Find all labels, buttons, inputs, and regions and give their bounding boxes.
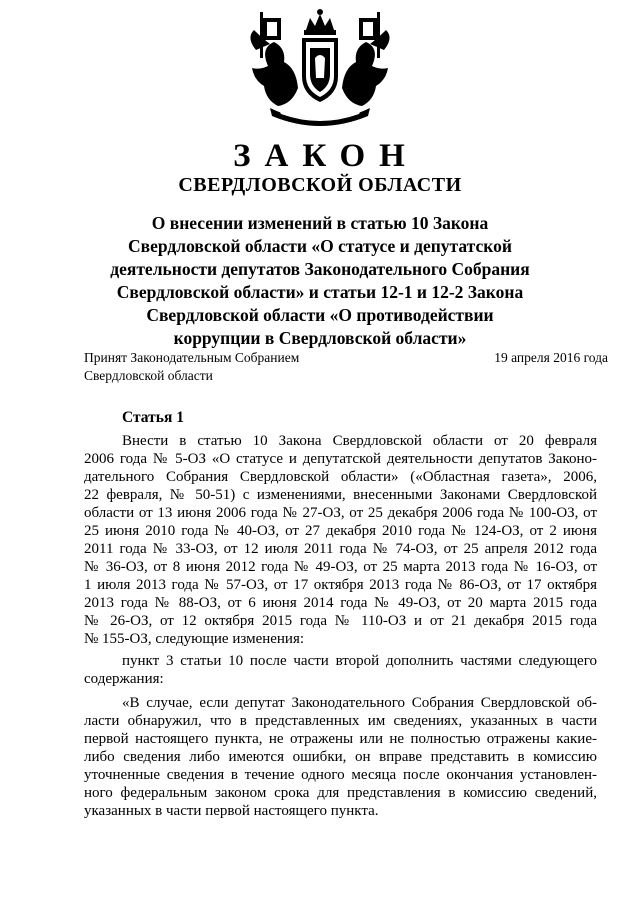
text-line: 25 июня 2010 года № 40-ОЗ, от 27 декабря 2010 года № 124-ОЗ, от 2 июня xyxy=(84,523,597,539)
text-line: дательного Собрания Свердловской области» («Областная газета», 2006, xyxy=(84,469,597,485)
text-line: № 155-ОЗ, следующие изменения: xyxy=(84,631,305,647)
text-line: первой настоящего пункта, не отражены или не полностью отражены какие- xyxy=(84,731,597,747)
text-line: ного федеральным законом срока для представления в комиссию сведений, xyxy=(84,785,597,801)
article-paragraph xyxy=(84,432,597,648)
article-paragraph xyxy=(84,694,597,820)
text-line: «В случае, если депутат Законодательного Собрания Свердловской об- xyxy=(122,695,597,711)
text-line: 2006 года № 5-ОЗ «О статусе и депутатской деятельности депутатов Законо- xyxy=(84,451,597,467)
text-line: пункт 3 статьи 10 после части второй дополнить частями следующего xyxy=(122,653,597,669)
law-title-line: О внесении изменений в статью 10 Закона xyxy=(151,213,489,233)
text-line: либо сведения либо имеются ошибки, он вправе представить в комиссию xyxy=(84,749,597,765)
law-title-line: Свердловской области» и статьи 12-1 и 12-2 Закона xyxy=(116,282,524,302)
text-line: уточненные сведения в течение одного месяца после окончания установлен- xyxy=(84,767,597,783)
text-line: указанных в части первой настоящего пункта. xyxy=(84,803,379,819)
coat-of-arms-icon xyxy=(240,8,400,126)
adoption-line: Принят Законодательным Собранием xyxy=(84,350,300,365)
adoption-note xyxy=(84,349,299,385)
law-title-line: Свердловской области «О противодействии xyxy=(146,305,494,325)
text-line: 1 июля 2013 года № 57-ОЗ, от 17 октября 2013 года № 86-ОЗ, от 17 октября xyxy=(84,577,597,593)
text-line: 2011 года № 33-ОЗ, от 12 июля 2011 года № 74-ОЗ, от 25 апреля 2012 года xyxy=(84,541,597,557)
law-title xyxy=(90,212,550,350)
document-type-heading: ЗАКОН xyxy=(233,138,419,174)
law-title-line: коррупции в Свердловской области» xyxy=(173,328,467,348)
law-title-line: Свердловской области «О статусе и депутатской xyxy=(128,236,512,256)
adoption-line: Свердловской области xyxy=(84,368,213,383)
text-line: области от 13 июня 2006 года № 27-ОЗ, от 25 декабря 2006 года № 100-ОЗ, от xyxy=(84,505,597,521)
text-line: ласти обнаружил, что в представленных им сведениях, указанных в части xyxy=(84,713,597,729)
text-line: № 36-ОЗ, от 8 июня 2012 года № 49-ОЗ, от 25 марта 2013 года № 16-ОЗ, от xyxy=(84,559,597,575)
text-line: 2013 года № 88-ОЗ, от 6 июня 2014 года № 49-ОЗ, от 20 марта 2015 года xyxy=(84,595,597,611)
text-line: Внести в статью 10 Закона Свердловской области от 20 февраля xyxy=(122,433,597,449)
law-title-line: деятельности депутатов Законодательного Собрания xyxy=(110,259,530,279)
article-heading: Статья 1 xyxy=(122,409,184,426)
article-paragraph xyxy=(84,652,597,688)
text-line: 22 февраля, № 50-51) с изменениями, внесенными Законами Свердловской xyxy=(84,487,597,503)
text-line: содержания: xyxy=(84,671,164,687)
region-heading: СВЕРДЛОВСКОЙ ОБЛАСТИ xyxy=(178,174,462,196)
adoption-date: 19 апреля 2016 года xyxy=(494,350,608,365)
text-line: № 26-ОЗ, от 12 октября 2015 года № 110-ОЗ и от 21 декабря 2015 года xyxy=(84,613,597,629)
